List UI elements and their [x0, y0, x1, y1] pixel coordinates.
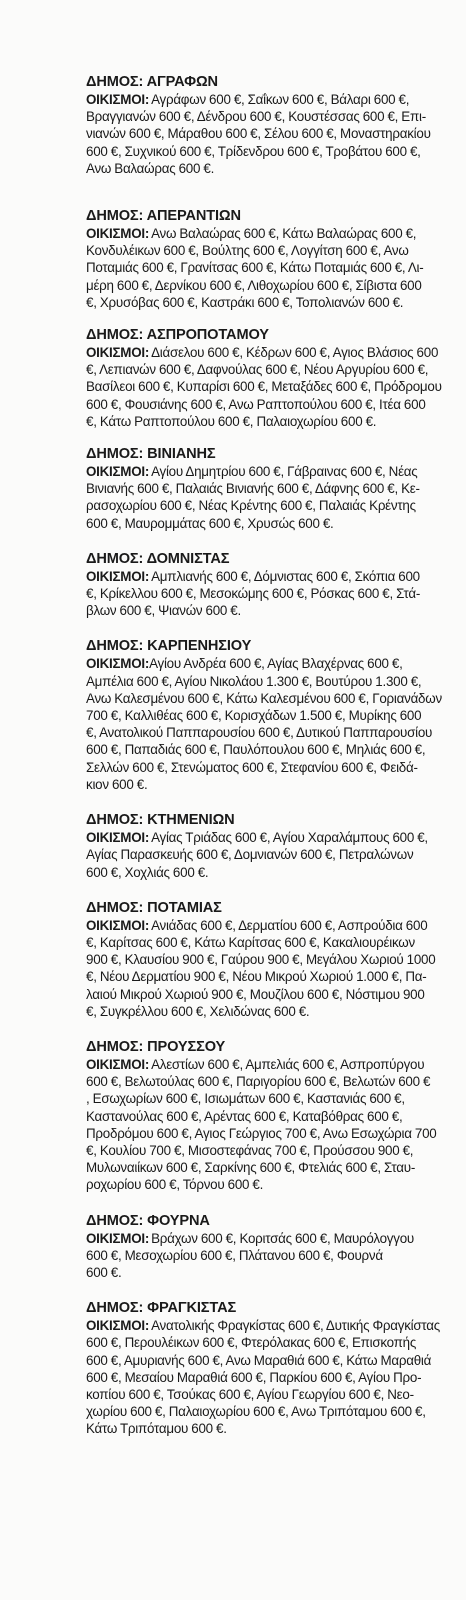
text-line: ΟΙΚΙΣΜΟΙ:Αγίου Ανδρέα 600 €, Αγίας Βλαχέρνας 600 €, [86, 656, 403, 672]
section-proussou [86, 1039, 442, 1194]
section-body [86, 917, 442, 1020]
text-line: Σελλών 600 €, Στενώματος 600 €, Στεφανίου 600 €, Φειδά- [86, 759, 418, 775]
text-line: , Εσωχωρίων 600 €, Ισιωμάτων 600 €, Καστανιάς 600 €, [86, 1091, 405, 1107]
text-line: Αμπέλια 600 €, Αγίου Νικολάου 1.300 €, Βουτύρου 1.300 €, [86, 673, 422, 689]
text-line: Βραγγιανών 600 €, Δένδρου 600 €, Κουστέσσας 600 €, Επι- [86, 109, 426, 125]
text-line: 600 €, Περουλέικων 600 €, Φτερόλακας 600 €, Επισκοπής [86, 1335, 417, 1351]
text-line: ρασοχωρίου 600 €, Νέας Κρέντης 600 €, Παλαιάς Κρέντης [86, 498, 416, 514]
municipality-list [86, 74, 442, 1438]
section-title: ΔΗΜΟΣ: ΑΣΠΡΟΠΟΤΑΜΟΥ [86, 327, 269, 344]
section-body [86, 91, 442, 177]
text-line: ΟΙΚΙΣΜΟΙ: Ανιάδας 600 €, Δερματίου 600 €, Ασπρούδια 600 [86, 917, 428, 933]
section-body [86, 463, 442, 532]
section-karpenisiou [86, 638, 442, 793]
text-line: Ποταμιάς 600 €, Γρανίτσας 600 €, Κάτω Ποταμιάς 600 €, Λι- [86, 260, 424, 276]
section-body [86, 655, 442, 793]
text-line: νιανών 600 €, Μάραθου 600 €, Σέλου 600 €, Μοναστηρακίου [86, 126, 431, 142]
section-title: ΔΗΜΟΣ: ΑΓΡΑΦΩΝ [86, 74, 218, 90]
section-body [86, 829, 442, 881]
text-line: ΟΙΚΙΣΜΟΙ: Αγράφων 600 €, Σαΐκων 600 €, Βάλαρι 600 €, [86, 92, 410, 107]
text-line: κιον 600 €. [86, 776, 148, 792]
section-body [86, 225, 442, 311]
text-line: ΟΙΚΙΣΜΟΙ: Διάσελου 600 €, Κέδρων 600 €, Αγιος Βλάσιος 600 [86, 345, 439, 361]
text-line: Κονδυλέικων 600 €, Βούλτης 600 €, Λογγίτση 600 €, Ανω [86, 243, 409, 259]
text-line: 600 €, Βελωτούλας 600 €, Παριγορίου 600 €, Βελωτών 600 € [86, 1074, 431, 1090]
section-aperantion [86, 208, 442, 311]
settlements-label: ΟΙΚΙΣΜΟΙ: [86, 1056, 150, 1072]
text-line: €, Κουλίου 700 €, Μισοστεφάνας 700 €, Προύσσου 900 €, [86, 1142, 414, 1158]
text-line: 600 €, Μαυρομμάτας 600 €, Χρυσώς 600 €. [86, 515, 334, 531]
settlements-label: ΟΙΚΙΣΜΟΙ: [86, 345, 150, 361]
section-title: ΔΗΜΟΣ: ΚΑΡΠΕΝΗΣΙΟΥ [86, 638, 252, 655]
text-line: 600 €, Φουσιάνης 600 €, Ανω Ραπτοπούλου 600 €, Ιτέα 600 [86, 396, 426, 412]
text-line: 600 €, Αμυριανής 600 €, Ανω Μαραθιά 600 €, Κάτω Μαραθιά [86, 1352, 432, 1368]
text-line: μέρη 600 €, Δερνίκου 600 €, Λιθοχωρίου 600 €, Σίβιστα 600 [86, 277, 422, 293]
settlements-label: ΟΙΚΙΣΜΟΙ: [86, 1318, 150, 1334]
text-line: 600 €, Μεσαίου Μαραθιά 600 €, Παρκίου 600 €, Αγίου Προ- [86, 1369, 422, 1385]
section-body [86, 1317, 442, 1437]
section-vinianis [86, 446, 442, 532]
text-line: 600 €, Παπαδιάς 600 €, Παυλόπουλου 600 €, Μηλιάς 600 €, [86, 742, 426, 758]
text-line: €, Χρυσόβας 600 €, Καστράκι 600 €, Τοπολιανών 600 €. [86, 294, 404, 310]
settlements-label: ΟΙΚΙΣΜΟΙ: [86, 226, 150, 242]
section-title: ΔΗΜΟΣ: ΔΟΜΝΙΣΤΑΣ [86, 550, 230, 567]
text-line: ΟΙΚΙΣΜΟΙ: Αμπλιανής 600 €, Δόμνιστας 600 €, Σκόπια 600 [86, 568, 420, 584]
text-line: λαιού Μικρού Χωριού 900 €, Μουζίλου 600 €, Νόστιμου 900 [86, 986, 425, 1002]
settlements-label: ΟΙΚΙΣΜΟΙ: [86, 917, 150, 933]
text-line: Προδρόμου 600 €, Αγιος Γεώργιος 700 €, Ανω Εσωχώρια 700 [86, 1125, 437, 1141]
section-ktimenion [86, 812, 442, 881]
text-line: ΟΙΚΙΣΜΟΙ: Ανατολικής Φραγκίστας 600 €, Δυτικής Φραγκίστας [86, 1318, 440, 1334]
text-line: Ανω Καλεσμένου 600 €, Κάτω Καλεσμένου 600 €, Γοριανάδων [86, 690, 442, 706]
settlements-label: ΟΙΚΙΣΜΟΙ: [86, 464, 150, 480]
text-line: Κάτω Τριπόταμου 600 €. [86, 1421, 227, 1437]
text-line: ΟΙΚΙΣΜΟΙ: Ανω Βαλαώρας 600 €, Κάτω Βαλαώρας 600 €, [86, 226, 417, 242]
section-title: ΔΗΜΟΣ: ΦΟΥΡΝΑ [86, 1212, 210, 1229]
text-line: €, Συγκρέλλου 600 €, Χελιδώνας 600 €. [86, 1003, 310, 1019]
settlements-label: ΟΙΚΙΣΜΟΙ: [86, 656, 150, 672]
text-line: ΟΙΚΙΣΜΟΙ: Αγίας Τριάδας 600 €, Αγίου Χαραλάμπους 600 €, [86, 830, 428, 846]
text-line: ΟΙΚΙΣΜΟΙ: Αγίου Δημητρίου 600 €, Γάβραινας 600 €, Νέας [86, 464, 418, 480]
section-title: ΔΗΜΟΣ: ΑΠΕΡΑΝΤΙΩΝ [86, 208, 241, 225]
settlements-label: ΟΙΚΙΣΜΟΙ: [86, 830, 150, 846]
text-line: Βινιανής 600 €, Παλαιάς Βινιανής 600 €, Δάφνης 600 €, Κε- [86, 481, 420, 497]
text-line: €, Καρίτσας 600 €, Κάτω Καρίτσας 600 €, Κακαλιουρέικων [86, 934, 415, 950]
section-title: ΔΗΜΟΣ: ΦΡΑΓΚΙΣΤΑΣ [86, 1300, 237, 1317]
text-line: ροχωρίου 600 €, Τόρνου 600 €. [86, 1177, 264, 1193]
text-line: Μυλωναιίκων 600 €, Σαρκίνης 600 €, Φτελιάς 600 €, Σταυ- [86, 1160, 416, 1176]
settlements-label: ΟΙΚΙΣΜΟΙ: [86, 1230, 150, 1246]
section-domnistas [86, 551, 442, 620]
text-line: Ανω Βαλαώρας 600 €. [86, 160, 215, 176]
section-title: ΔΗΜΟΣ: ΠΟΤΑΜΙΑΣ [86, 899, 222, 916]
text-line: €, Λεπιανών 600 €, Δαφνούλας 600 €, Νέου Αργυρίου 600 €, [86, 362, 429, 378]
section-agrafon [86, 74, 442, 177]
section-body [86, 344, 442, 430]
section-body [86, 568, 442, 620]
text-line: €, Κάτω Ραπτοπούλου 600 €, Παλαιοχωρίου 600 €. [86, 413, 377, 429]
settlements-label: ΟΙΚΙΣΜΟΙ: [86, 92, 150, 107]
text-line: 600 €, Συχνικού 600 €, Τρίδενδρου 600 €, Τροβάτου 600 €, [86, 143, 421, 159]
section-body [86, 1230, 442, 1282]
section-title: ΔΗΜΟΣ: ΠΡΟΥΣΣΟΥ [86, 1038, 226, 1055]
text-line: βλων 600 €, Ψιανών 600 €. [86, 603, 241, 619]
text-line: Καστανούλας 600 €, Αρέντας 600 €, Καταβόθρας 600 €, [86, 1108, 403, 1124]
text-line: 600 €, Μεσοχωρίου 600 €, Πλάτανου 600 €, Φουρνά [86, 1247, 383, 1263]
section-title: ΔΗΜΟΣ: ΒΙΝΙΑΝΗΣ [86, 446, 216, 463]
text-line: €, Κρίκελλου 600 €, Μεσοκώμης 600 €, Ρόσκας 600 €, Στά- [86, 586, 421, 602]
text-line: χωρίου 600 €, Παλαιοχωρίου 600 €, Ανω Τριπόταμου 600 €, [86, 1404, 426, 1420]
section-fragkistas [86, 1300, 442, 1437]
text-line: 700 €, Καλλιθέας 600 €, Κορισχάδων 1.500 €, Μυρίκης 600 [86, 708, 422, 724]
text-line: Αγίας Παρασκευής 600 €, Δομνιανών 600 €, Πετραλώνων [86, 847, 414, 863]
text-line: Βασίλεοι 600 €, Κυπαρίσι 600 €, Μεταξάδες 600 €, Πρόδρομου [86, 379, 442, 395]
section-fourna [86, 1213, 442, 1282]
section-title: ΔΗΜΟΣ: ΚΤΗΜΕΝΙΩΝ [86, 812, 235, 829]
text-line: 600 €. [86, 1264, 122, 1280]
text-line: €, Νέου Δερματίου 900 €, Νέου Μικρού Χωριού 1.000 €, Πα- [86, 969, 427, 985]
text-line: ΟΙΚΙΣΜΟΙ: Αλεστίων 600 €, Αμπελιάς 600 €, Ασπροπύργου [86, 1056, 425, 1072]
text-line: κοπίου 600 €, Τσούκας 600 €, Αγίου Γεωργίου 600 €, Νεο- [86, 1386, 414, 1402]
text-line: €, Ανατολικού Παππαρουσίου 600 €, Δυτικού Παππαρουσίου [86, 725, 433, 741]
section-potamias [86, 900, 442, 1020]
text-line: ΟΙΚΙΣΜΟΙ: Βράχων 600 €, Κοριτσάς 600 €, Μαυρόλογγου [86, 1230, 414, 1246]
section-body [86, 1056, 442, 1194]
section-aspropotamou [86, 327, 442, 430]
settlements-label: ΟΙΚΙΣΜΟΙ: [86, 568, 150, 584]
text-line: 600 €, Χοχλιάς 600 €. [86, 864, 209, 880]
text-line: 900 €, Κλαυσίου 900 €, Γαύρου 900 €, Μεγάλου Χωριού 1000 [86, 952, 436, 968]
